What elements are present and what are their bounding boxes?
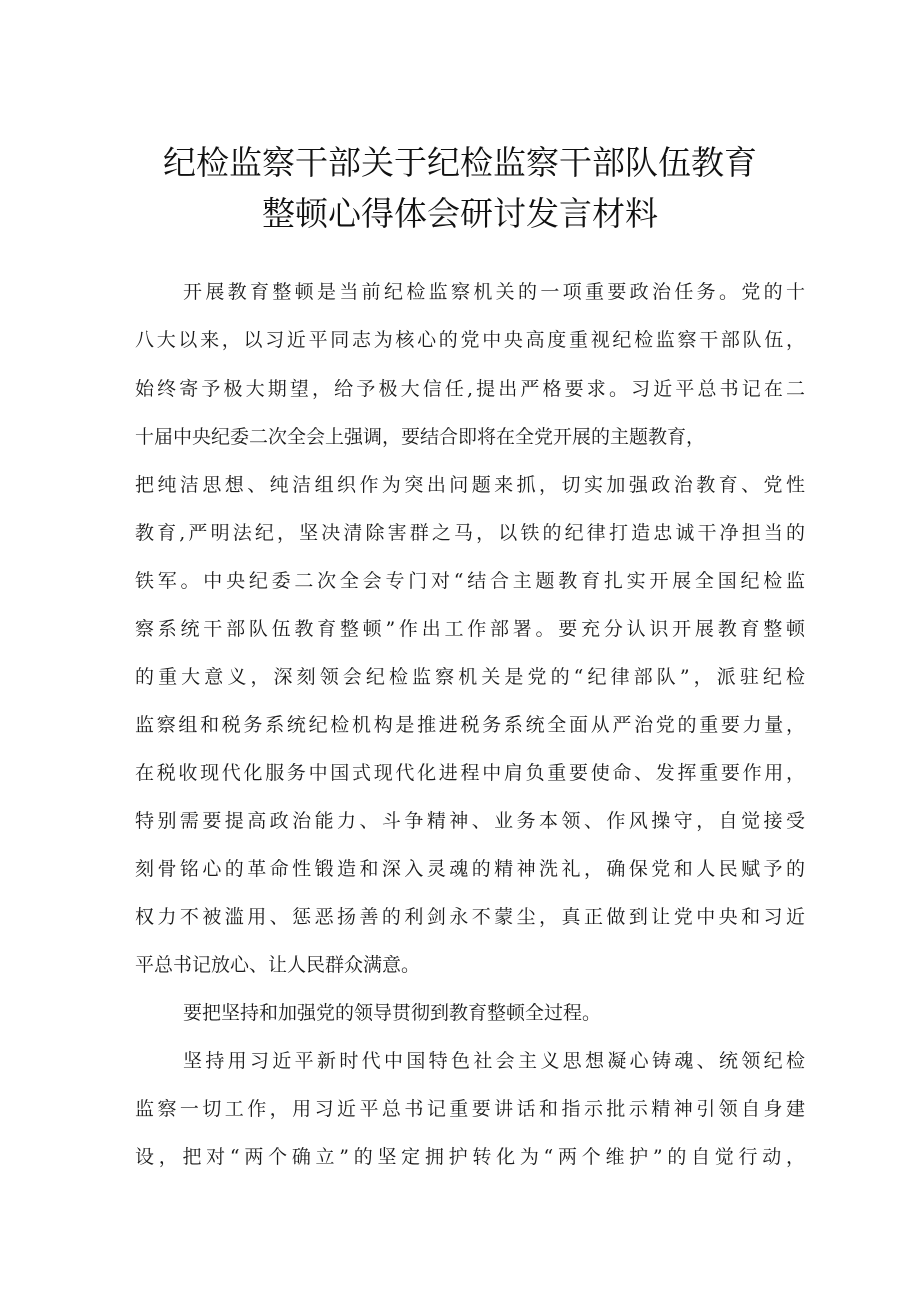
paragraph-line: 监察组和税务系统纪检机构是推进税务系统全面从严治党的重要力量， (135, 714, 805, 736)
paragraph-line: 坚持用习近平新时代中国特色社会主义思想凝心铸魂、统领纪检 (183, 1050, 805, 1072)
paragraph-line: 特别需要提高政治能力、斗争精神、业务本领、作风操守，自觉接受 (135, 810, 805, 832)
paragraph-line: 刻骨铭心的革命性锻造和深入灵魂的精神洗礼，确保党和人民赋予的 (135, 858, 805, 880)
document-title-line-1: 纪检监察干部关于纪检监察干部队伍教育 (163, 143, 757, 182)
paragraph-line: 的重大意义，深刻领会纪检监察机关是党的“纪律部队”，派驻纪检 (135, 666, 805, 688)
paragraph-line: 要把坚持和加强党的领导贯彻到教育整顿全过程。 (183, 1002, 602, 1024)
paragraph-line: 在税收现代化服务中国式现代化进程中肩负重要使命、发挥重要作用， (135, 762, 805, 784)
document-title-line-2: 整顿心得体会研讨发言材料 (262, 194, 658, 233)
paragraph-line: 铁军。中央纪委二次全会专门对“结合主题教育扎实开展全国纪检监 (135, 570, 805, 592)
paragraph-line: 教育,严明法纪，坚决清除害群之马，以铁的纪律打造忠诚干净担当的 (135, 522, 805, 544)
paragraph-line: 十届中央纪委二次全会上强调，要结合即将在全党开展的主题教育， (135, 426, 706, 448)
paragraph-line: 设，把对“两个确立”的坚定拥护转化为“两个维护”的自觉行动， (135, 1146, 805, 1168)
paragraph-line: 开展教育整顿是当前纪检监察机关的一项重要政治任务。党的十 (183, 281, 805, 303)
paragraph-line: 始终寄予极大期望，给予极大信任,提出严格要求。习近平总书记在二 (135, 378, 805, 400)
paragraph-line: 把纯洁思想、纯洁组织作为突出问题来抓，切实加强政治教育、党性 (135, 474, 805, 496)
paragraph-line: 平总书记放心、让人民群众满意。 (135, 954, 421, 976)
paragraph-line: 八大以来，以习近平同志为核心的党中央高度重视纪检监察干部队伍， (135, 329, 805, 351)
paragraph-line: 监察一切工作，用习近平总书记重要讲话和指示批示精神引领自身建 (135, 1098, 805, 1120)
paragraph-line: 权力不被滥用、惩恶扬善的利剑永不蒙尘，真正做到让党中央和习近 (135, 906, 805, 928)
paragraph-line: 察系统干部队伍教育整顿”作出工作部署。要充分认识开展教育整顿 (135, 618, 805, 640)
